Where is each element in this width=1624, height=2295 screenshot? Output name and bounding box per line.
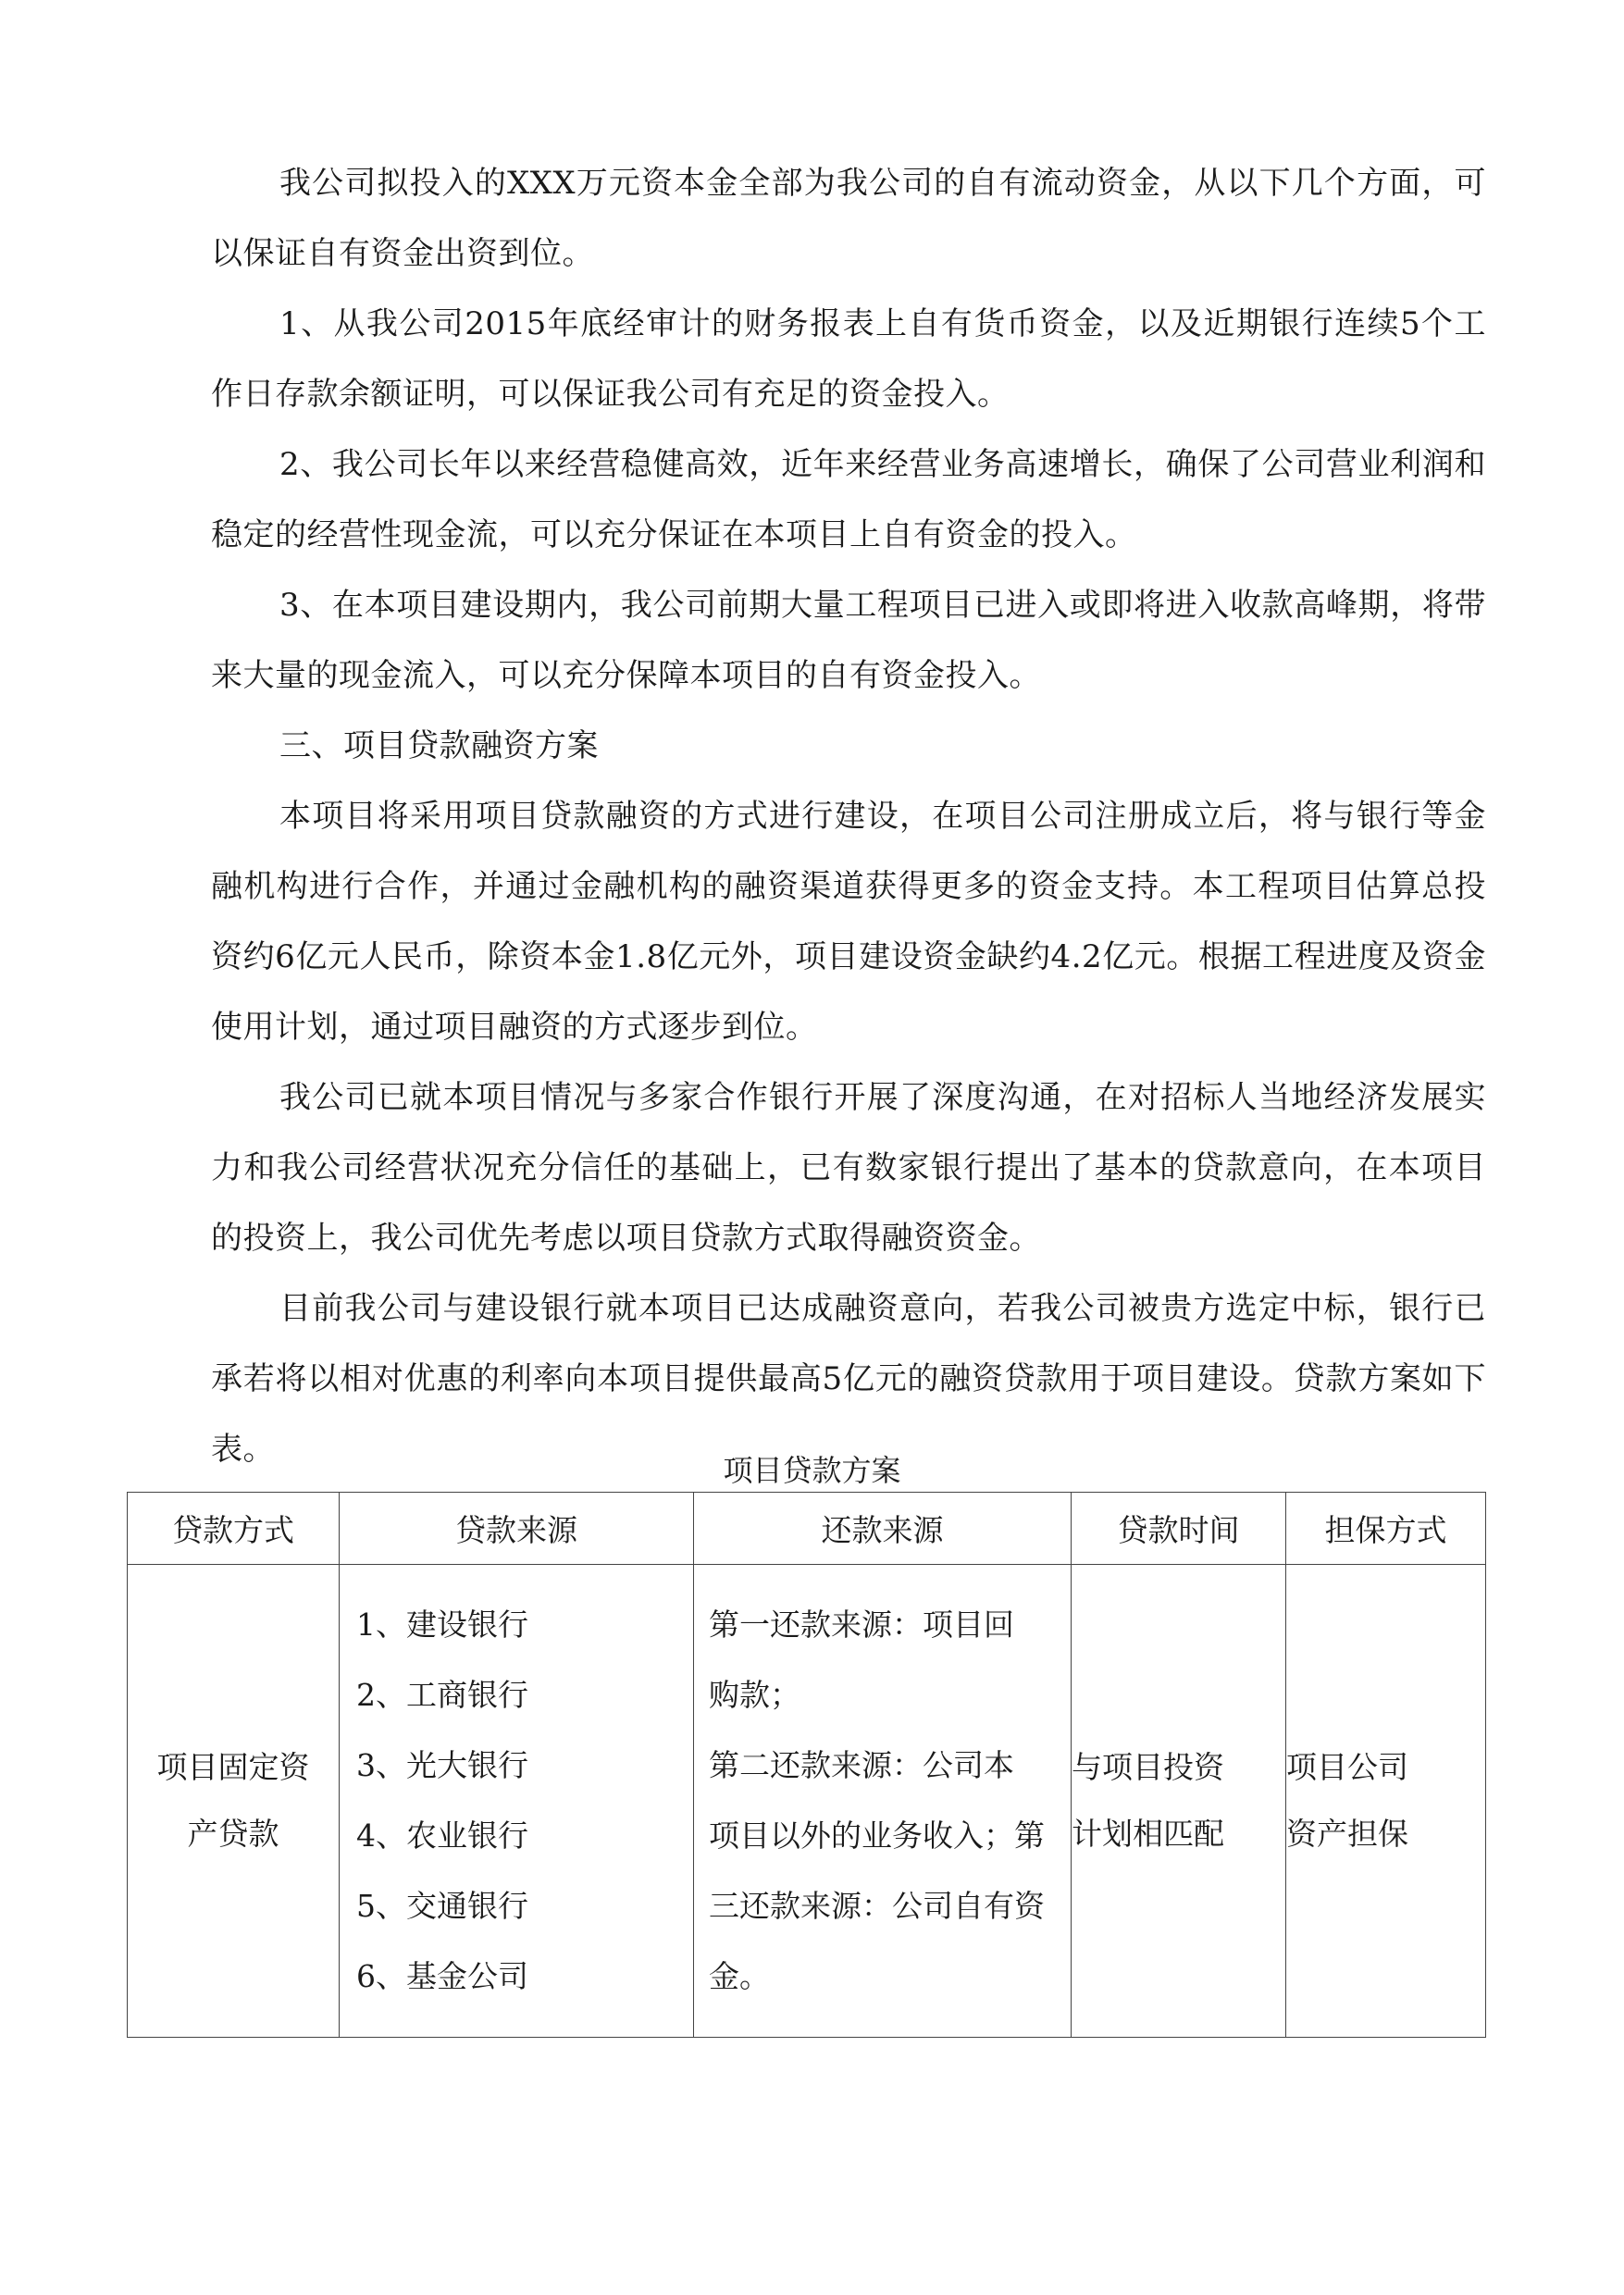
cell-loan-time — [1072, 1565, 1286, 2038]
header-repayment-source: 还款来源 — [694, 1493, 1072, 1565]
list-item: 2、工商银行 — [356, 1677, 528, 1713]
header-loan-type: 贷款方式 — [128, 1493, 340, 1565]
repayment-line: 第二还款来源：公司本 — [709, 1747, 1014, 1783]
cell-guarantee — [1286, 1565, 1486, 2038]
table-caption: 项目贷款方案 — [723, 1453, 901, 1488]
paragraph-loan-plan: 本项目将采用项目贷款融资的方式进行建设，在项目公司注册成立后，将与银行等金融机构进行合作，并通过金融机构的融资渠道获得更多的资金支持。本工程项目估算总投资约6亿元人民币，除资本金1.8亿元外，项目建设资金缺约4.2亿元。根据工程进度及资金使用计划，通过项目融资的方式逐步到位。 — [211, 798, 1486, 1046]
table-header-row — [128, 1493, 1486, 1565]
loan-type-line: 产贷款 — [187, 1816, 279, 1852]
list-item: 5、交通银行 — [356, 1888, 528, 1924]
repayment-line: 第一还款来源：项目回 — [709, 1606, 1014, 1643]
repayment-text — [694, 1590, 1071, 2012]
loan-type-line: 项目固定资 — [156, 1749, 310, 1785]
list-item: 6、基金公司 — [356, 1958, 528, 1994]
header-loan-source: 贷款来源 — [340, 1493, 694, 1565]
guarantee-line: 项目公司 — [1286, 1749, 1408, 1785]
repayment-line: 购款； — [709, 1677, 800, 1713]
header-loan-time: 贷款时间 — [1072, 1493, 1286, 1565]
paragraph-capital-intro: 我公司拟投入的XXX万元资本金全部为我公司的自有流动资金，从以下几个方面，可以保证自有资金出资到位。 — [211, 165, 1486, 272]
section-heading: 三、项目贷款融资方案 — [279, 727, 599, 764]
repayment-line: 三还款来源：公司自有资 — [709, 1888, 1045, 1924]
cell-loan-type — [128, 1565, 340, 2038]
repayment-line: 项目以外的业务收入；第 — [709, 1817, 1045, 1854]
loan-time-line: 计划相匹配 — [1072, 1816, 1224, 1852]
paragraph-point-1: 1、从我公司2015年底经审计的财务报表上自有货币资金，以及近期银行连续5个工作日存款余额证明，可以保证我公司有充足的资金投入。 — [211, 305, 1486, 413]
loan-plan-table — [127, 1492, 1486, 2038]
list-item: 3、光大银行 — [356, 1747, 528, 1783]
guarantee-line: 资产担保 — [1286, 1816, 1408, 1852]
list-item: 4、农业银行 — [356, 1817, 528, 1854]
paragraph-ccb-intent: 目前我公司与建设银行就本项目已达成融资意向，若我公司被贵方选定中标，银行已承若将以相对优惠的利率向本项目提供最高5亿元的融资贷款用于项目建设。贷款方案如下表。 — [211, 1290, 1486, 1468]
table-row — [128, 1565, 1486, 2038]
paragraph-bank-communication: 我公司已就本项目情况与多家合作银行开展了深度沟通，在对招标人当地经济发展实力和我公司经营状况充分信任的基础上，已有数家银行提出了基本的贷款意向，在本项目的投资上，我公司优先考虑以项目贷款方式取得融资资金。 — [211, 1079, 1486, 1257]
paragraph-point-3: 3、在本项目建设期内，我公司前期大量工程项目已进入或即将进入收款高峰期，将带来大量的现金流入，可以充分保障本项目的自有资金投入。 — [211, 587, 1486, 694]
loan-time-line: 与项目投资 — [1072, 1749, 1224, 1785]
cell-loan-sources — [340, 1565, 694, 2038]
paragraph-point-2: 2、我公司长年以来经营稳健高效，近年来经营业务高速增长，确保了公司营业利润和稳定的经营性现金流，可以充分保证在本项目上自有资金的投入。 — [211, 446, 1486, 553]
cell-repayment — [694, 1565, 1072, 2038]
loan-source-list — [340, 1590, 693, 2012]
list-item: 1、建设银行 — [356, 1606, 528, 1643]
header-guarantee: 担保方式 — [1286, 1493, 1486, 1565]
repayment-line: 金。 — [709, 1958, 770, 1994]
